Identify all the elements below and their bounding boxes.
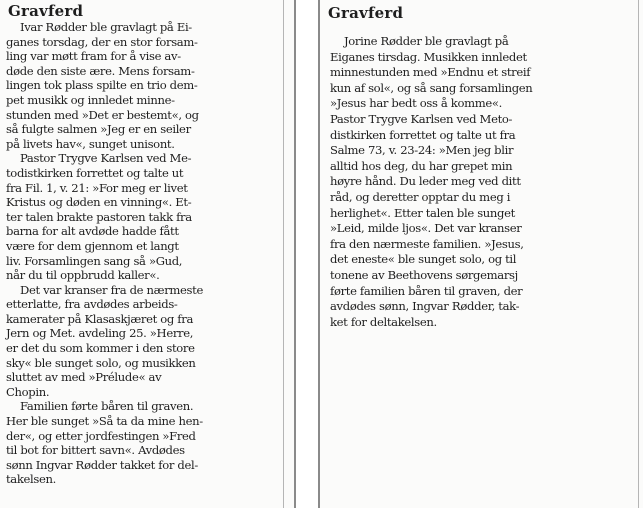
text-line: Her ble sunget »Så ta da mine hen-	[6, 414, 203, 429]
column-divider	[283, 0, 284, 508]
text-line: etterlatte, fra avdødes arbeids-	[6, 297, 178, 312]
text-line: være for dem gjennom et langt	[6, 238, 179, 253]
text-line: Jorine Rødder ble gravlagt på	[344, 34, 509, 48]
text-line: Chopin.	[6, 384, 50, 399]
left-clipping	[0, 0, 296, 508]
text-line: Det var kranser fra de nærmeste	[20, 282, 203, 297]
text-line: førte familien båren til graven, der	[330, 283, 523, 298]
article-title: Gravferd	[328, 4, 404, 22]
text-line: stunden med »Det er bestemt«, og	[6, 107, 199, 122]
text-line: sky« ble sunget solo, og musikken	[6, 355, 196, 370]
article-title: Gravferd	[8, 2, 84, 20]
text-line: avdødes sønn, Ingvar Rødder, tak-	[330, 299, 520, 314]
text-line: sønn Ingvar Rødder takket for del-	[6, 457, 198, 472]
right-clipping	[318, 0, 643, 508]
text-line: todistkirken forrettet og talte ut	[6, 165, 184, 180]
text-line: distkirken forrettet og talte ut fra	[330, 127, 516, 142]
text-line: kamerater på Klasaskjæret og fra	[6, 311, 194, 326]
text-line: kun af sol«, og så sang forsamlingen	[330, 80, 533, 95]
text-line: til bot for bittert savn«. Avdødes	[6, 443, 185, 458]
text-line: tonene av Beethovens sørgemarsj	[330, 267, 518, 282]
text-line: Familien førte båren til graven.	[20, 399, 194, 414]
text-line: når du til oppbrudd kaller«.	[6, 268, 160, 283]
article-body	[330, 34, 638, 330]
text-line: takelsen.	[6, 472, 56, 487]
text-line: ganes torsdag, der en stor forsam-	[6, 34, 198, 49]
text-line: Jern og Met. avdeling 25. »Herre,	[6, 326, 194, 341]
text-line: herlighet«. Etter talen ble sunget	[330, 205, 515, 220]
text-line: liv. Forsamlingen sang så »Gud,	[6, 253, 183, 268]
text-line: råd, og deretter opptar du meg i	[330, 189, 511, 204]
text-line: høyre hånd. Du leder meg ved ditt	[330, 174, 521, 189]
text-line: »Leid, milde ljos«. Det var kranser	[330, 221, 522, 236]
text-line: døde den siste ære. Mens forsam-	[6, 63, 195, 78]
text-line: Kristus og døden en vinning«. Et-	[6, 195, 192, 210]
text-line: det eneste« ble sunget solo, og til	[330, 252, 517, 267]
text-line: minnestunden med »Endnu et streif	[330, 65, 531, 80]
text-line: barna for alt avdøde hadde fått	[6, 224, 179, 239]
text-line: Ivar Rødder ble gravlagt på Ei-	[20, 20, 192, 34]
text-line: så fulgte salmen »Jeg er en seiler	[6, 122, 191, 137]
text-line: på livets hav«, sunget unisont.	[6, 136, 175, 151]
text-line: er det du som kommer i den store	[6, 341, 195, 356]
text-line: Eiganes tirsdag. Musikken innledet	[330, 49, 527, 64]
text-line: Pastor Trygve Karlsen ved Me-	[20, 151, 192, 166]
text-line: ling var møtt fram for å vise av-	[6, 49, 181, 64]
text-line: alltid hos deg, du har grepet min	[330, 158, 513, 173]
text-line: sluttet av med »Prélude« av	[6, 370, 162, 385]
text-line: lingen tok plass spilte en trio dem-	[6, 78, 198, 93]
text-line: ter talen brakte pastoren takk fra	[6, 209, 192, 224]
text-line: der«, og etter jordfestingen »Fred	[6, 428, 196, 443]
text-line: fra Fil. 1, v. 21: »For meg er livet	[6, 180, 188, 195]
text-line: ket for deltakelsen.	[330, 314, 437, 329]
column-divider	[638, 0, 639, 508]
text-line: pet musikk og innledet minne-	[6, 92, 175, 107]
article-body	[6, 20, 288, 487]
text-line: Pastor Trygve Karlsen ved Meto-	[330, 111, 513, 126]
text-line: »Jesus har bedt oss å komme«.	[330, 96, 502, 111]
text-line: Salme 73, v. 23-24: »Men jeg blir	[330, 143, 514, 158]
text-line: fra den nærmeste familien. »Jesus,	[330, 236, 524, 251]
